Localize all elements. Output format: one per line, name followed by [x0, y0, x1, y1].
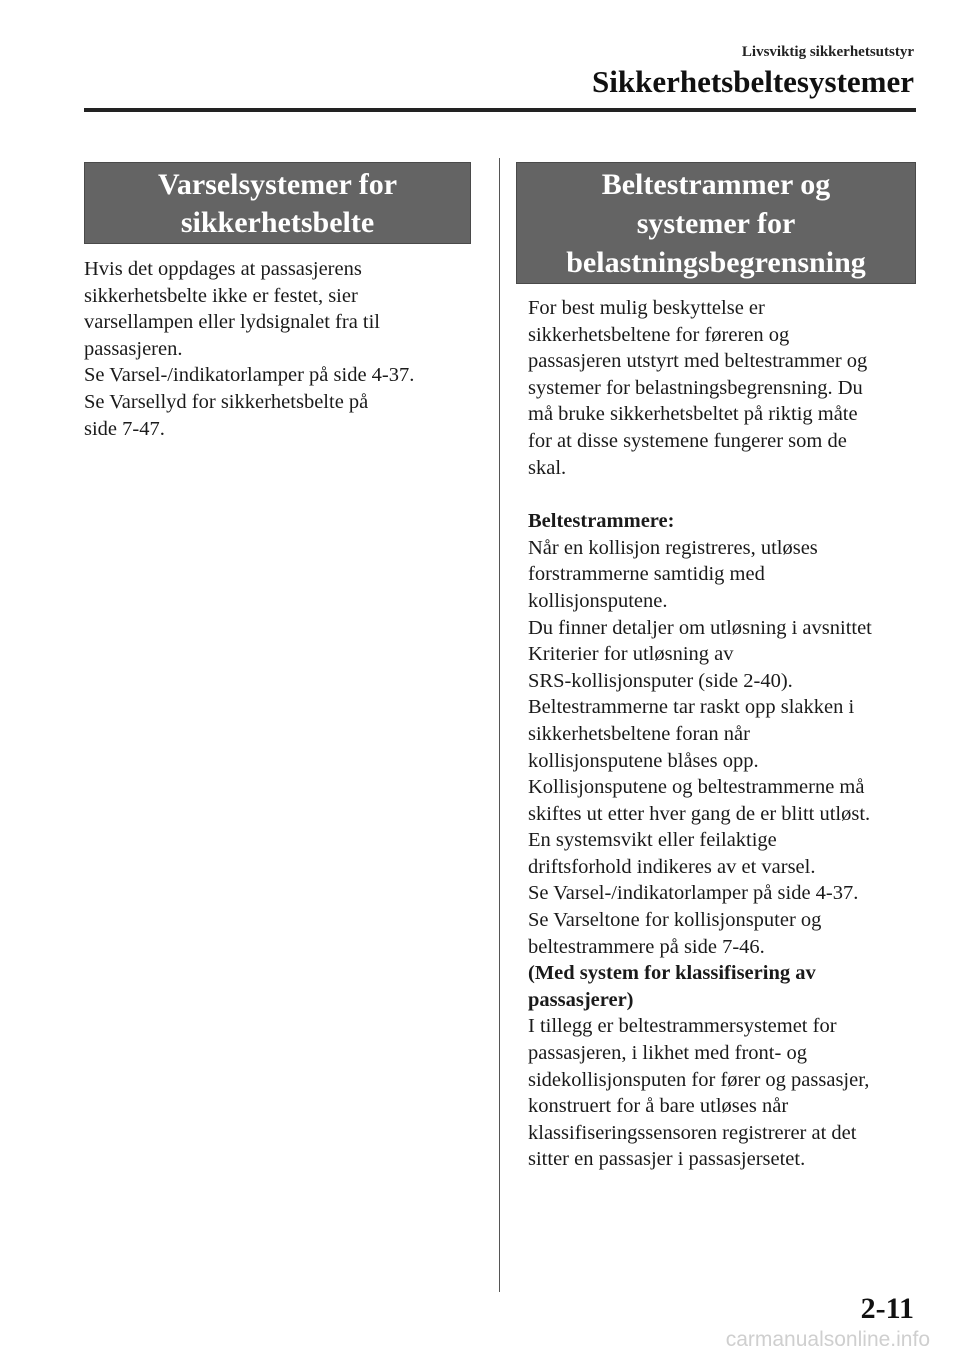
- intro-line: systemer for belastningsbegrensning. Du: [528, 376, 863, 399]
- body-line: skiftes ut etter hver gang de er blitt utløst.: [528, 802, 871, 825]
- body-line: Se Varseltone for kollisjonsputer og: [528, 909, 822, 932]
- note-line: sitter en passasjer i passasjersetet.: [528, 1148, 806, 1171]
- intro-line: For best mulig beskyttelse er: [528, 297, 765, 319]
- intro-line: skal.: [528, 456, 567, 479]
- body-line: sikkerhetsbelte ikke er festet, sier: [84, 284, 358, 307]
- body-line: Kriterier for utløsning av: [528, 643, 734, 666]
- column-divider: [499, 158, 500, 1292]
- body-line: Kollisjonsputene og beltestrammerne må: [528, 776, 865, 799]
- intro-line: sikkerhetsbeltene for føreren og: [528, 323, 790, 346]
- body-line: Se Varsellyd for sikkerhetsbelte på: [84, 390, 369, 413]
- intro-line: må bruke sikkerhetsbeltet på riktig måte: [528, 403, 858, 426]
- body-line: kollisjonsputene.: [528, 589, 668, 612]
- body-line: SRS-kollisjonsputer (side 2-40).: [528, 669, 793, 692]
- body-line: En systemsvikt eller feilaktige: [528, 829, 777, 852]
- note-line: passasjeren, i likhet med front- og: [528, 1042, 807, 1065]
- body-line: Se Varsel-/indikatorlamper på side 4-37.: [528, 882, 859, 905]
- left-section-title: [84, 162, 471, 244]
- body-line: Se Varsel-/indikatorlamper på side 4-37.: [84, 364, 415, 387]
- section-header: Livsviktig sikkerhetsutstyr: [741, 44, 914, 60]
- body-line: kollisjonsputene blåses opp.: [528, 749, 759, 772]
- right-title-line: systemer for: [636, 207, 796, 240]
- body-line: forstrammerne samtidig med: [528, 563, 765, 586]
- intro-line: passasjeren utstyrt med beltestrammer og: [528, 350, 868, 373]
- body-line: Hvis det oppdages at passasjerens: [84, 258, 362, 280]
- subheading: Beltestrammere:: [528, 510, 675, 533]
- body-line: side 7-47.: [84, 417, 165, 440]
- note-heading-line: passasjerer): [528, 988, 634, 1011]
- note-heading-line: (Med system for klassifisering av: [528, 962, 816, 985]
- note-line: klassifiseringssensoren registrerer at det: [528, 1121, 857, 1144]
- right-title-line: Beltestrammer og: [601, 168, 831, 201]
- right-title-line: belastningsbegrensning: [566, 246, 866, 279]
- page-number: 2-11: [860, 1292, 914, 1325]
- watermark: carmanualsonline.info: [725, 1328, 930, 1351]
- body-line: varsellampen eller lydsignalet fra til: [84, 311, 380, 334]
- note-line: konstruert for å bare utløses når: [528, 1095, 789, 1118]
- note-line: I tillegg er beltestrammersystemet for: [528, 1015, 837, 1038]
- left-title-line: sikkerhetsbelte: [180, 206, 375, 239]
- header-rule: [84, 108, 916, 112]
- body-line: Beltestrammerne tar raskt opp slakken i: [528, 696, 855, 719]
- body-line: sikkerhetsbeltene foran når: [528, 722, 750, 745]
- left-title-line: Varselsystemer for: [157, 168, 398, 201]
- chapter-title: Sikkerhetsbeltesystemer: [592, 64, 914, 99]
- left-body: [84, 256, 484, 442]
- note-line: sidekollisjonsputen for fører og passasjer,: [528, 1068, 870, 1091]
- intro-line: for at disse systemene fungerer som de: [528, 429, 847, 452]
- body-line: Du finner detaljer om utløsning i avsnittet: [528, 616, 872, 639]
- paragraph-gap: [528, 481, 918, 508]
- body-line: Når en kollisjon registreres, utløses: [528, 536, 818, 559]
- right-section-title: [516, 162, 916, 284]
- right-body: [528, 295, 918, 1173]
- body-line: passasjeren.: [84, 337, 183, 360]
- body-line: driftsforhold indikeres av et varsel.: [528, 855, 816, 878]
- body-line: beltestrammere på side 7-46.: [528, 935, 765, 958]
